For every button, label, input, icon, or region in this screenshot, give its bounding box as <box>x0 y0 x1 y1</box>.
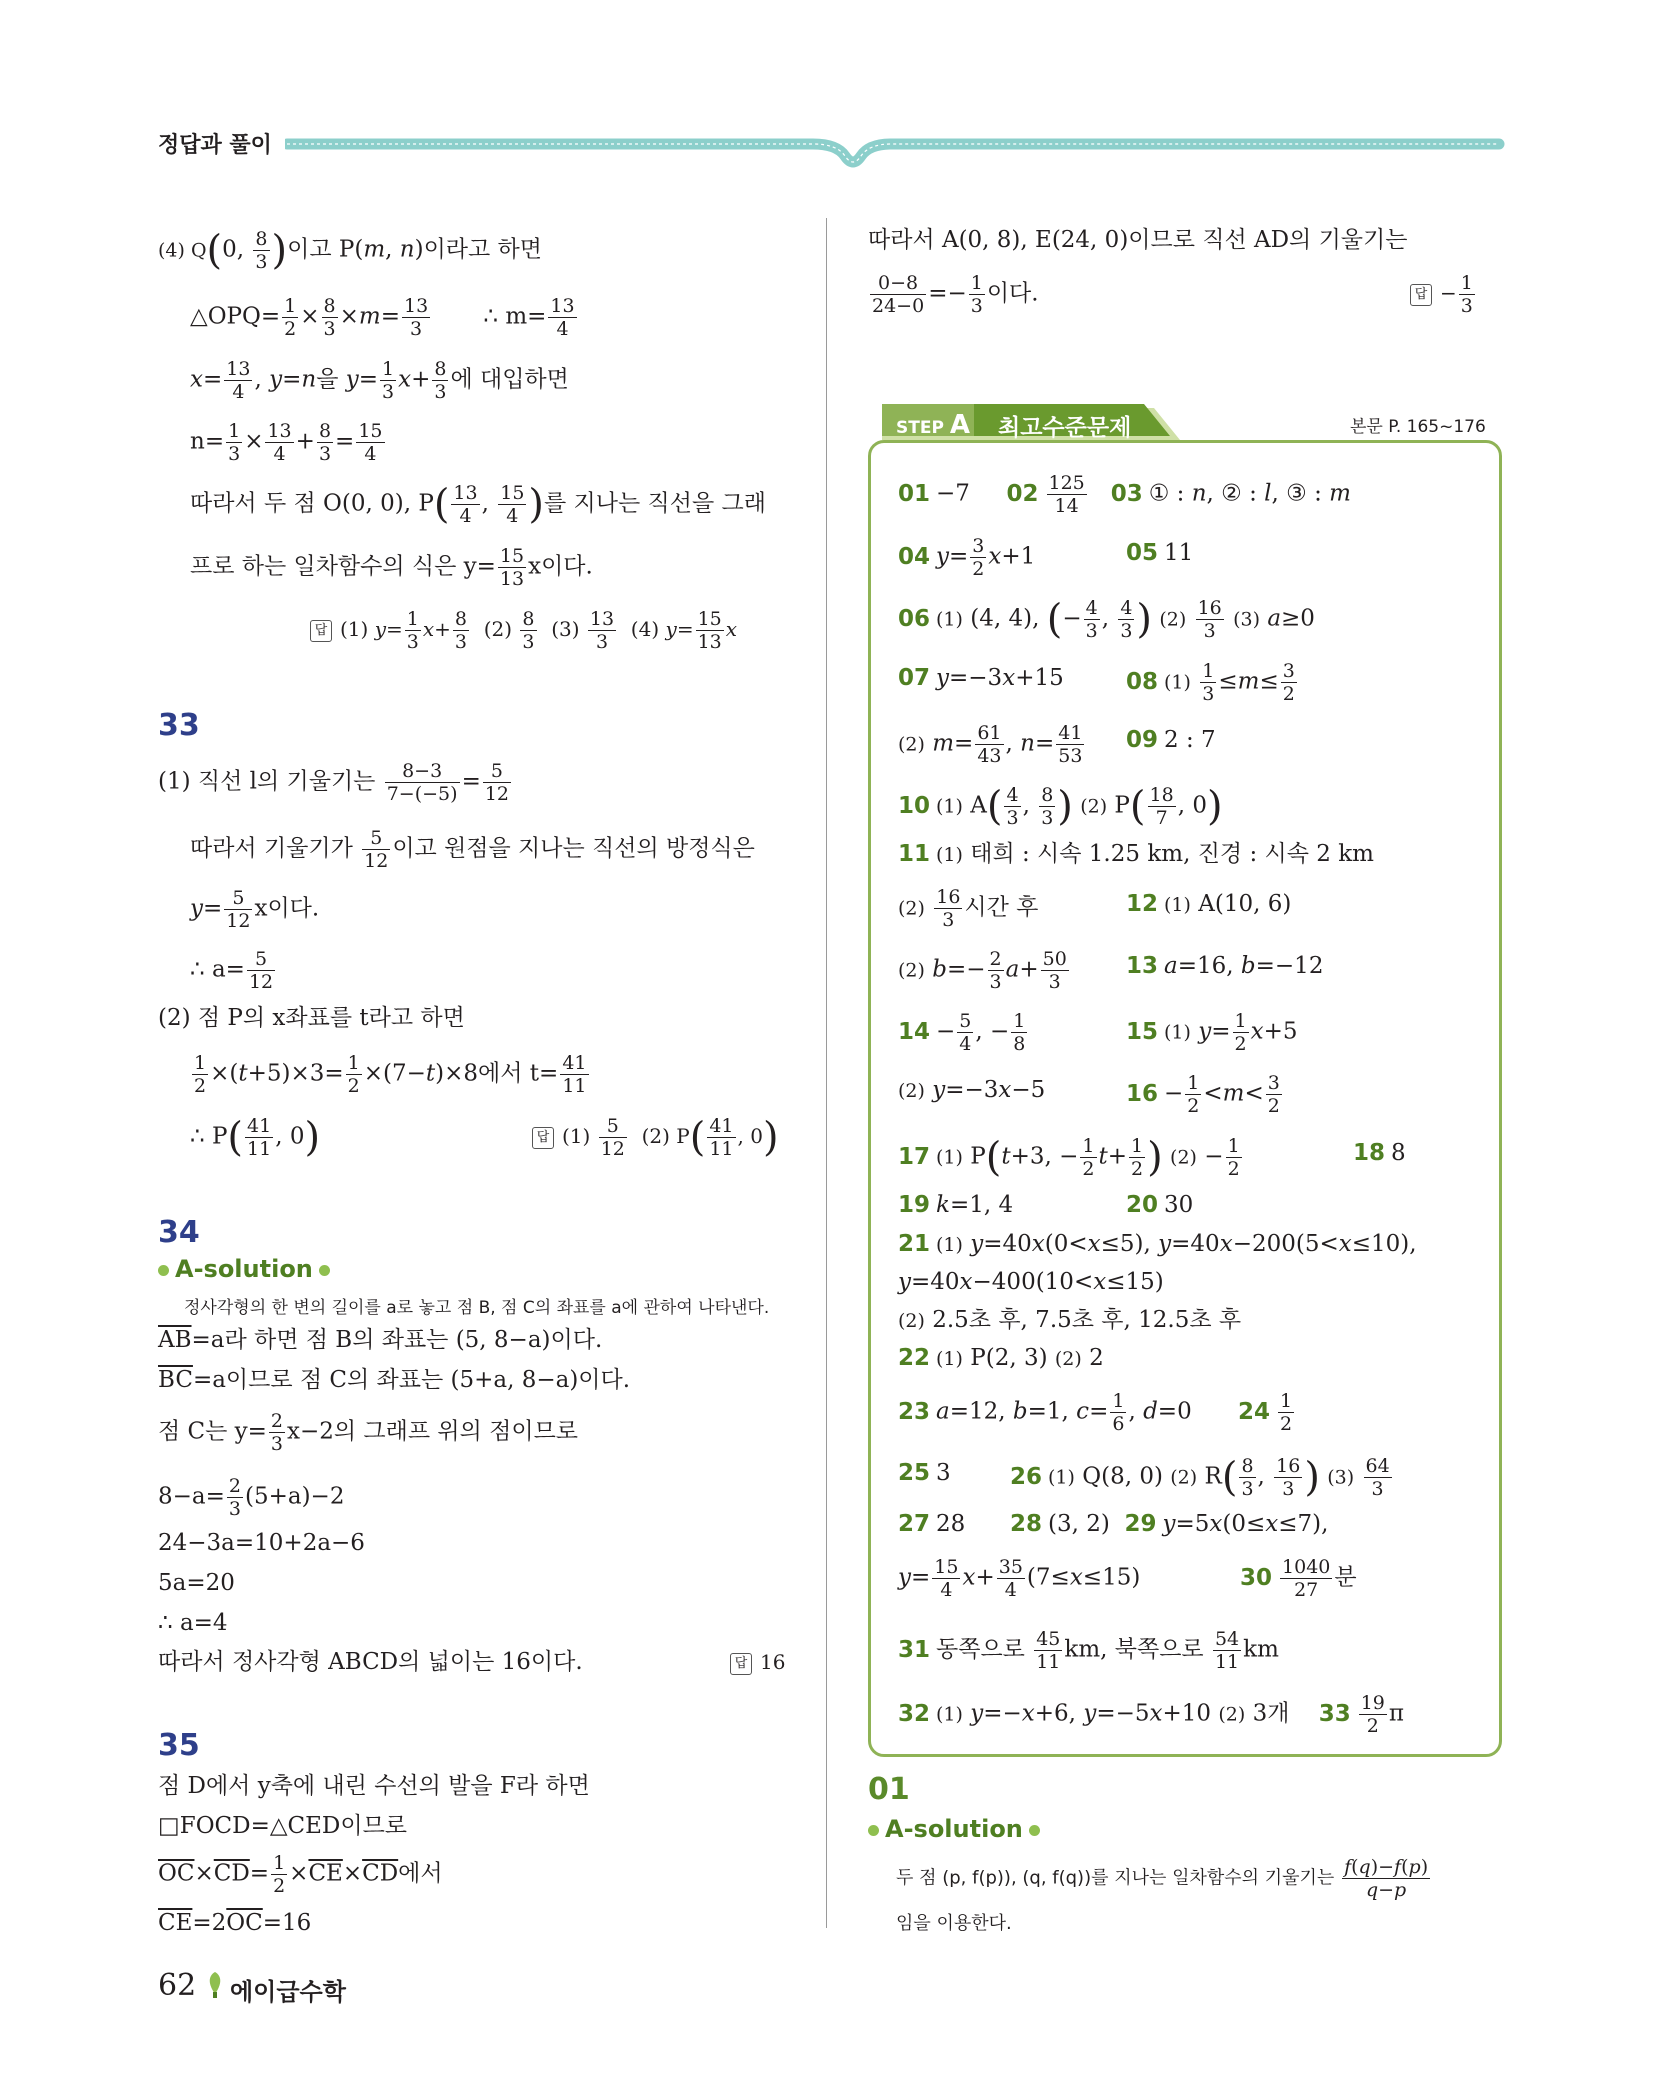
q34-hint: 정사각형의 한 변의 길이를 a로 놓고 점 B, 점 C의 좌표를 a에 관하여 나타낸다. <box>184 1298 770 1318</box>
ans-row-06: 06 (1) (4, 4), (− $\frac{4}{3}$ , $\frac{4}{3}$ ) (2) $\frac{16}{3}$ (3) a≥0 <box>898 596 1315 643</box>
ans-row-10: 10 (1) A( $\frac{4}{3}$ , $\frac{8}{3}$ ) (2) P( $\frac{18}{7}$ , 0) <box>898 783 1223 830</box>
q01-a-solution-label: A-solution <box>862 1815 1046 1843</box>
q34-line5: 24−3a=10+2a−6 <box>158 1530 365 1556</box>
ans-row-31: 31 동쪽으로 $\frac{45}{11}$ km, 북쪽으로 $\frac{54}{11}$ km <box>898 1628 1279 1673</box>
p4-text2: 프로 하는 일차함수의 식은 y= $\frac{15}{13}$ x이다. <box>190 545 593 590</box>
answer-icon: 답 <box>310 620 332 642</box>
q33-line4: ∴ a= $\frac{5}{12}$ <box>190 948 274 993</box>
p4-answer: 답 (1) y= $\frac{1}{3}$ x+ $\frac{8}{3}$ (2) $\frac{8}{3}$ (3) $\frac{13}{3}$ (4) y= $\frac{15}{13}$ x <box>310 608 737 653</box>
q34-line1: $\overline{AB}=a$라 하면 점 B의 좌표는 (5, 8−a)이다. <box>158 1327 603 1353</box>
answer-icon: 답 <box>532 1127 554 1149</box>
q33-line3: y= $\frac{5}{12}$ x이다. <box>190 887 320 932</box>
page-header-title: 정답과 풀이 <box>158 133 272 158</box>
q35-line4: $\overline{CE}=2\overline{OC}=16$ <box>158 1910 312 1936</box>
q33-line7: ∴ P( $\frac{41}{11}$ , 0) <box>190 1114 321 1161</box>
ans-row-01: 01 −7 02 $\frac{125}{14}$ 03 ① : n, ② : l, ③ : m <box>898 472 1351 517</box>
q34-line8: 따라서 정사각형 ABCD의 넓이는 16이다. <box>158 1649 583 1675</box>
q34-line7: ∴ a=4 <box>158 1610 228 1636</box>
q34-line2: $\overline{BC}=a$이므로 점 C의 좌표는 (5+a, 8−a)이다. <box>158 1367 631 1393</box>
ans-row-17: 17 (1) P(t+3, − $\frac{1}{2}$ t+ $\frac{1}{2}$ ) (2) − $\frac{1}{2}$ 18 8 <box>898 1134 1406 1181</box>
bullet-dot-icon <box>1029 1825 1040 1836</box>
ans-row-32: 32 (1) y=−x+6, y=−5x+10 (2) 3개 33 $\frac{19}{2}$ π <box>898 1692 1405 1737</box>
ans-row-12b: (2) b=− $\frac{2}{3}$ a+ $\frac{50}{3}$ 13 a=16, b=−12 <box>898 948 1324 993</box>
right-top-answer: 답 − $\frac{1}{3}$ <box>1410 272 1477 317</box>
ans-row-22: 22 (1) P(2, 3) (2) 2 <box>898 1345 1104 1371</box>
q35-line2: □FOCD=△CED이므로 <box>158 1813 408 1839</box>
ans-row-27: 27 28 28 (3, 2) 29 y=5x(0≤x≤7), <box>898 1511 1329 1537</box>
p4-n-line: n= $\frac{1}{3}$ × $\frac{13}{4}$ + $\frac{8}{3}$ = $\frac{15}{4}$ <box>190 420 383 465</box>
ans-row-25: 25 3 26 (1) Q(8, 0) (2) R( $\frac{8}{3}$ , $\frac{16}{3}$ ) (3) $\frac{64}{3}$ <box>898 1454 1390 1501</box>
column-divider <box>826 218 827 1928</box>
ans-row-04: 04 y= $\frac{3}{2}$ x+1 05 11 <box>898 535 1194 580</box>
ans-row-15b: (2) y=−3x−5 16 − $\frac{1}{2}$ <m< $\frac{3}{2}$ <box>898 1072 1280 1117</box>
page-number: 62 <box>158 1968 197 2003</box>
ans-row-23: 23 a=12, b=1, c= $\frac{1}{6}$ , d=0 24 $\frac{1}{2}$ <box>898 1390 1293 1435</box>
q33-line6: $\frac{1}{2}$ ×(t+5)×3= $\frac{1}{2}$ ×(7−t)×8에서 t= $\frac{41}{11}$ <box>194 1052 587 1097</box>
q34-line4: 8−a= $\frac{2}{3}$ (5+a)−2 <box>158 1475 345 1520</box>
q34-line6: 5a=20 <box>158 1570 235 1596</box>
problem-number-33: 33 <box>158 708 200 743</box>
q34-a-solution-label: A-solution <box>152 1255 336 1283</box>
brand-logo-icon <box>206 1970 224 2000</box>
q35-line3: $\overline{OC}\times\overline{CD}=$ $\frac{1}{2}$ $\times\overline{CE}\times\overline{CD}$에서 <box>158 1852 443 1897</box>
p4-area-line: △OPQ= $\frac{1}{2}$ × $\frac{8}{3}$ ×m= $\frac{13}{3}$ ∴ m= $\frac{13}{4}$ <box>190 295 575 340</box>
q01-text-line2: 임을 이용한다. <box>896 1913 1012 1934</box>
ans-row-21c: (2) 2.5초 후, 7.5초 후, 12.5초 후 <box>898 1307 1242 1333</box>
p4-sub-line: x= $\frac{13}{4}$ , y=n을 y= $\frac{1}{3}$ x+ $\frac{8}{3}$ 에 대입하면 <box>190 358 569 403</box>
answer-icon: 답 <box>730 1653 752 1675</box>
step-label: STEP A <box>896 410 970 440</box>
step-title: 최고수준문제 <box>998 415 1132 441</box>
right-top-line1: 따라서 A(0, 8), E(24, 0)이므로 직선 AD의 기울기는 <box>868 227 1408 253</box>
problem-number-01: 01 <box>868 1772 910 1807</box>
q34-answer: 답 16 <box>730 1644 785 1680</box>
ans-row-21b: y=40x−400(10<x≤15) <box>898 1269 1164 1295</box>
ans-row-11: 11 (1) 태희 : 시속 1.25 km, 진경 : 시속 2 km <box>898 841 1374 867</box>
q35-line1: 점 D에서 y축에 내린 수선의 발을 F라 하면 <box>158 1773 590 1799</box>
ans-row-07: 07 y=−3x+15 08 (1) $\frac{1}{3}$ ≤m≤ $\frac{3}{2}$ <box>898 660 1295 705</box>
brand-name: 에이급수학 <box>230 1978 346 2006</box>
q33-line2: 따라서 기울기가 $\frac{5}{12}$ 이고 원점을 지나는 직선의 방정식은 <box>190 827 755 872</box>
q33-line5: (2) 점 P의 x좌표를 t라고 하면 <box>158 1005 465 1031</box>
q33-line1: (1) 직선 l의 기울기는 $\frac{8-3}{7-(-5)}$ = $\frac{5}{12}$ <box>158 760 510 805</box>
bullet-dot-icon <box>868 1825 879 1836</box>
ans-row-11b: (2) $\frac{16}{3}$ 시간 후 12 (1) A(10, 6) <box>898 886 1292 931</box>
p4-text1: 따라서 두 점 O(0, 0), P( $\frac{13}{4}$ , $\frac{15}{4}$ )를 지나는 직선을 그래 <box>190 481 766 528</box>
ans-row-29b: y= $\frac{15}{4}$ x+ $\frac{35}{4}$ (7≤x≤15) 30 $\frac{1040}{27}$ 분 <box>898 1556 1357 1601</box>
ans-row-08b: (2) m= $\frac{61}{43}$ , n= $\frac{41}{53}$ 09 2 : 7 <box>898 722 1216 767</box>
problem-number-34: 34 <box>158 1215 200 1250</box>
ans-row-19: 19 k=1, 4 20 30 <box>898 1192 1194 1218</box>
right-top-line2: $\frac{0-8}{24-0}$ =− $\frac{1}{3}$ 이다. <box>872 272 1039 317</box>
bullet-dot-icon <box>158 1265 169 1276</box>
ans-row-21: 21 (1) y=40x(0<x≤5), y=40x−200(5<x≤10), <box>898 1231 1417 1257</box>
q01-text-line1: 두 점 (p, f(p)), (q, f(q))를 지나는 일차함수의 기울기는 $\frac{f(q)-f(p)}{q-p}$ <box>896 1856 1429 1901</box>
q34-line3: 점 C는 y= $\frac{2}{3}$ x−2의 그래프 위의 점이므로 <box>158 1410 579 1455</box>
bullet-dot-icon <box>319 1265 330 1276</box>
answer-icon: 답 <box>1410 284 1432 306</box>
step-page-ref: 본문 P. 165~176 <box>1350 417 1486 437</box>
header-wave-decoration <box>285 134 1505 182</box>
problem-number-35: 35 <box>158 1728 200 1763</box>
ans-row-14: 14 − $\frac{5}{4}$ , − $\frac{1}{8}$ 15 (1) y= $\frac{1}{2}$ x+5 <box>898 1010 1298 1055</box>
p4-intro: (4) Q(0, $\frac{8}{3}$ )이고 P(m, n)이라고 하면 <box>158 227 542 274</box>
q33-answer: 답 (1) $\frac{5}{12}$ (2) P( $\frac{41}{11}$ , 0) <box>532 1115 779 1160</box>
